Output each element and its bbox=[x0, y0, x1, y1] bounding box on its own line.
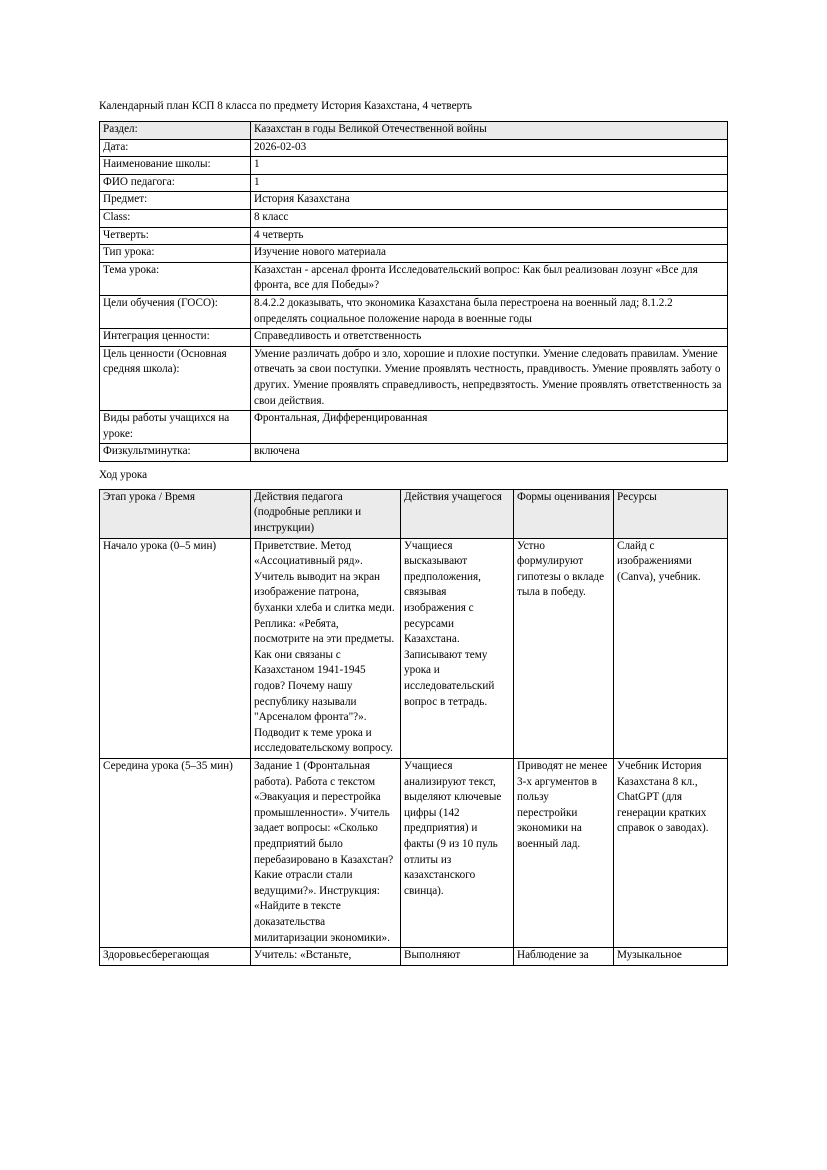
info-row-label: Виды работы учащихся на уроке: bbox=[100, 411, 251, 444]
info-row-value: Казахстан - арсенал фронта Исследовательский вопрос: Как был реализован лозунг «Все для фронта, все для Победы»? bbox=[251, 262, 728, 295]
lesson-flow-body bbox=[100, 538, 728, 965]
info-row-label: Четверть: bbox=[100, 227, 251, 245]
info-row-value: Казахстан в годы Великой Отечественной войны bbox=[251, 122, 728, 140]
info-row-label: Предмет: bbox=[100, 192, 251, 210]
teacher-actions-cell: Приветствие. Метод «Ассоциативный ряд». Учитель выводит на экран изображение патрона, буханки хлеба и слитка меди. Реплика: «Ребята, посмотрите на эти предметы. Как они связаны с Казахстаном 1941-1945 годов? Почему нашу республику называли "Арсеналом фронта"?». Подводит к теме урока и исследовательскому вопросу. bbox=[251, 538, 401, 758]
table-row bbox=[100, 139, 728, 157]
info-row-label: ФИО педагога: bbox=[100, 174, 251, 192]
table-row bbox=[100, 122, 728, 140]
lesson-flow-head bbox=[100, 489, 728, 538]
info-row-value: 4 четверть bbox=[251, 227, 728, 245]
info-row-value: включена bbox=[251, 444, 728, 462]
assessment-cell: Устно формулируют гипотезы о вкладе тыла в победу. bbox=[514, 538, 614, 758]
table-row bbox=[100, 174, 728, 192]
info-row-label: Физкультминутка: bbox=[100, 444, 251, 462]
info-row-value: 8.4.2.2 доказывать, что экономика Казахстана была перестроена на военный лад; 8.1.2.2 определять социальное положение народа в военные годы bbox=[251, 295, 728, 328]
table-row bbox=[100, 192, 728, 210]
teacher-actions-cell: Задание 1 (Фронтальная работа). Работа с текстом «Эвакуация и перестройка промышленности». Учитель задает вопросы: «Сколько предприятий было перебазировано в Казахстан? Какие отрасли стали ведущими?». Инструкция: «Найдите в тексте доказательства милитаризации экономики». bbox=[251, 758, 401, 947]
table-header-row bbox=[100, 489, 728, 538]
stage-cell: Середина урока (5–35 мин) bbox=[100, 758, 251, 947]
stage-cell: Здоровьесберегающая bbox=[100, 948, 251, 966]
info-row-value: Фронтальная, Дифференцированная bbox=[251, 411, 728, 444]
resources-cell: Музыкальное bbox=[614, 948, 728, 966]
table-row bbox=[100, 245, 728, 263]
info-row-value: 8 класс bbox=[251, 209, 728, 227]
stage-cell: Начало урока (0–5 мин) bbox=[100, 538, 251, 758]
info-row-label: Class: bbox=[100, 209, 251, 227]
assessment-cell: Приводят не менее 3-х аргументов в пользу перестройки экономики на военный лад. bbox=[514, 758, 614, 947]
table-row bbox=[100, 411, 728, 444]
info-row-label: Интеграция ценности: bbox=[100, 329, 251, 347]
column-header: Этап урока / Время bbox=[100, 489, 251, 538]
info-row-label: Тема урока: bbox=[100, 262, 251, 295]
table-row bbox=[100, 538, 728, 758]
info-row-value: 1 bbox=[251, 174, 728, 192]
info-row-label: Раздел: bbox=[100, 122, 251, 140]
column-header: Действия педагога (подробные реплики и инструкции) bbox=[251, 489, 401, 538]
column-header: Действия учащегося bbox=[401, 489, 514, 538]
info-row-value: 1 bbox=[251, 157, 728, 175]
resources-cell: Слайд с изображениями (Canva), учебник. bbox=[614, 538, 728, 758]
table-row bbox=[100, 209, 728, 227]
table-row bbox=[100, 157, 728, 175]
table-row bbox=[100, 758, 728, 947]
resources-cell: Учебник История Казахстана 8 кл., ChatGPT (для генерации кратких справок о заводах). bbox=[614, 758, 728, 947]
info-row-value: 2026-02-03 bbox=[251, 139, 728, 157]
lesson-flow-label: Ход урока bbox=[99, 468, 148, 481]
column-header: Формы оценивания bbox=[514, 489, 614, 538]
info-row-value: Справедливость и ответственность bbox=[251, 329, 728, 347]
info-row-value: История Казахстана bbox=[251, 192, 728, 210]
info-row-label: Наименование школы: bbox=[100, 157, 251, 175]
page-title: Календарный план КСП 8 класса по предмету История Казахстана, 4 четверть bbox=[99, 100, 472, 112]
table-row bbox=[100, 227, 728, 245]
table-row bbox=[100, 329, 728, 347]
table-row bbox=[100, 346, 728, 410]
lesson-info-table bbox=[99, 121, 728, 462]
student-actions-cell: Выполняют bbox=[401, 948, 514, 966]
table-row bbox=[100, 295, 728, 328]
column-header: Ресурсы bbox=[614, 489, 728, 538]
info-row-label: Цели обучения (ГОСО): bbox=[100, 295, 251, 328]
info-row-label: Цель ценности (Основная средняя школа): bbox=[100, 346, 251, 410]
table-row bbox=[100, 262, 728, 295]
teacher-actions-cell: Учитель: «Встаньте, bbox=[251, 948, 401, 966]
student-actions-cell: Учащиеся анализируют текст, выделяют ключевые цифры (142 предприятия) и факты (9 из 10 пуль отлиты из казахстанского свинца). bbox=[401, 758, 514, 947]
table-row bbox=[100, 444, 728, 462]
assessment-cell: Наблюдение за bbox=[514, 948, 614, 966]
student-actions-cell: Учащиеся высказывают предположения, связывая изображения с ресурсами Казахстана. Записывают тему урока и исследовательский вопрос в тетрадь. bbox=[401, 538, 514, 758]
table-row bbox=[100, 948, 728, 966]
info-row-value: Изучение нового материала bbox=[251, 245, 728, 263]
info-row-label: Тип урока: bbox=[100, 245, 251, 263]
info-row-label: Дата: bbox=[100, 139, 251, 157]
info-row-value: Умение различать добро и зло, хорошие и плохие поступки. Умение следовать правилам. Умение отвечать за свои поступки. Умение проявлять честность, правдивость. Умение проявлять заботу о других. Умение проявлять справедливость, непредвзятость. Умение проявлять ответственность за свои действия. bbox=[251, 346, 728, 410]
lesson-flow-table bbox=[99, 489, 728, 966]
lesson-info-body bbox=[100, 122, 728, 462]
